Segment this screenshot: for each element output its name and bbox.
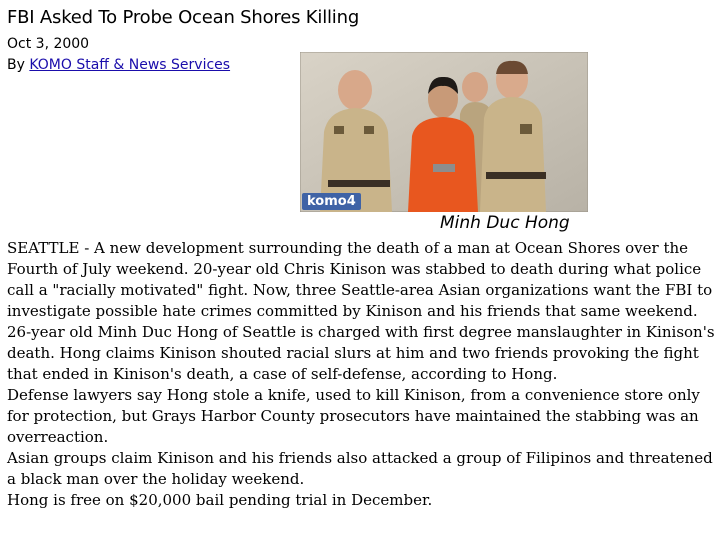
article-paragraph: Defense lawyers say Hong stole a knife, used to kill Kinison, from a convenience store only for protection, but Grays Harbor County prosecutors have maintained the stabbing was an overreaction. <box>7 386 700 446</box>
article-paragraph: 26-year old Minh Duc Hong of Seattle is charged with first degree manslaughter in Kinison's death. Hong claims Kinison shouted racial slurs at him and two friends provoking the fight that ended in Kinison's death, a case of self-defense, according to Hong. <box>7 323 715 383</box>
article-paragraph: Asian groups claim Kinison and his friends also attacked a group of Filipinos and threatened a black man over the holiday weekend. <box>7 449 713 488</box>
article-headline: FBI Asked To Probe Ocean Shores Killing <box>7 7 360 28</box>
article-paragraph: SEATTLE - A new development surrounding the death of a man at Ocean Shores over the Fourth of July weekend. 20-year old Chris Kinison was stabbed to death during what police call a "racially motivated" fight. Now, three Seattle-area Asian organizations want the FBI to investigate possible hate crimes committed by Kinison and his friends that same weekend. <box>7 239 713 320</box>
byline-source-link[interactable]: KOMO Staff & News Services <box>29 57 231 73</box>
byline-prefix: By <box>7 57 30 73</box>
article-body <box>7 238 717 511</box>
photo-caption: Minh Duc Hong <box>440 213 570 233</box>
station-logo: komo4 <box>302 193 361 210</box>
article-byline <box>7 57 230 73</box>
article-paragraph: Hong is free on $20,000 bail pending trial in December. <box>7 491 433 509</box>
article-date: Oct 3, 2000 <box>7 36 90 52</box>
